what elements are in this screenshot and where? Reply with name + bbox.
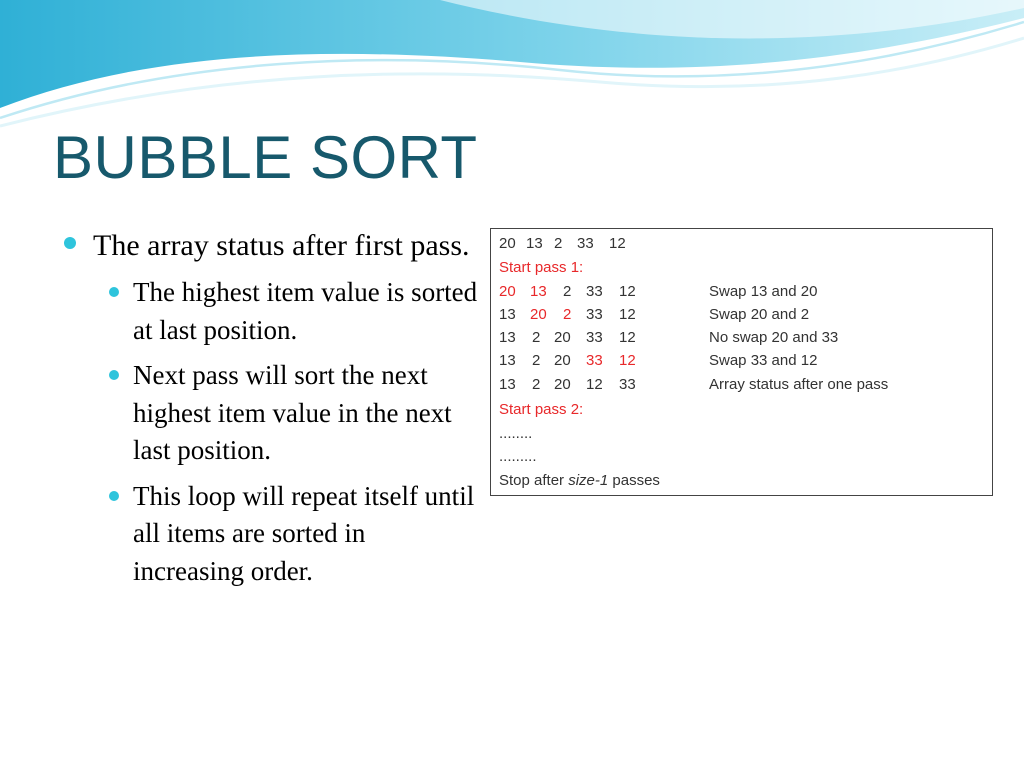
array-value: 2 <box>563 283 572 300</box>
ellipsis-line: ........ <box>499 425 533 442</box>
step-note: Swap 20 and 2 <box>709 306 810 323</box>
array-value: 13 <box>499 376 516 393</box>
array-value: 13 <box>499 329 516 346</box>
array-value: 33 <box>586 329 603 346</box>
array-value: 20 <box>554 329 571 346</box>
sub-bullet-dot-icon <box>109 370 119 380</box>
sub-bullet-list <box>60 274 480 590</box>
trace-row <box>499 281 818 303</box>
ellipsis-line: ......... <box>499 448 537 465</box>
array-value: 2 <box>532 329 541 346</box>
array-value: 2 <box>532 376 541 393</box>
array-value: 12 <box>586 376 603 393</box>
sub-bullet-text: The highest item value is sorted at last position. <box>133 277 478 345</box>
array-value: 12 <box>609 235 626 252</box>
sub-bullet-text: Next pass will sort the next highest item value in the next last position. <box>133 360 452 465</box>
step-note: Array status after one pass <box>709 376 889 393</box>
array-value: 12 <box>619 352 636 369</box>
bullet-list <box>60 226 480 598</box>
array-value: 2 <box>532 352 541 369</box>
array-value: 20 <box>554 352 571 369</box>
array-value: 33 <box>586 283 603 300</box>
array-value: 20 <box>530 306 547 323</box>
sub-bullet-item <box>101 357 480 470</box>
stop-suffix: passes <box>608 472 660 489</box>
array-value: 12 <box>619 329 636 346</box>
array-value: 2 <box>563 306 572 323</box>
bullet-item <box>60 226 480 266</box>
array-value: 20 <box>499 235 516 252</box>
array-value: 13 <box>499 352 516 369</box>
array-value: 33 <box>586 352 603 369</box>
header-wave-decoration <box>0 0 1024 130</box>
step-note: No swap 20 and 33 <box>709 329 839 346</box>
trace-row <box>499 374 889 396</box>
array-value: 20 <box>499 283 516 300</box>
bullet-text: The array status after first pass. <box>93 229 470 262</box>
array-value: 20 <box>554 376 571 393</box>
trace-row <box>499 350 818 372</box>
step-note: Swap 13 and 20 <box>709 283 818 300</box>
array-value: 13 <box>530 283 547 300</box>
initial-array-row <box>499 233 626 255</box>
stop-condition-line <box>499 470 660 492</box>
sub-bullet-text: This loop will repeat itself until all items are sorted in increasing order. <box>133 480 475 586</box>
trace-row <box>499 304 810 326</box>
array-value: 12 <box>619 283 636 300</box>
pass-2-label: Start pass 2: <box>499 401 584 418</box>
sub-bullet-dot-icon <box>109 287 119 297</box>
bullet-dot-icon <box>64 237 76 249</box>
array-value: 33 <box>619 376 636 393</box>
array-value: 33 <box>577 235 594 252</box>
trace-row <box>499 327 839 349</box>
pass-1-label: Start pass 1: <box>499 259 584 276</box>
sub-bullet-item <box>101 478 480 591</box>
array-value: 13 <box>499 306 516 323</box>
stop-prefix: Stop after <box>499 472 569 489</box>
array-value: 33 <box>586 306 603 323</box>
bubble-sort-trace-box <box>490 228 993 496</box>
sub-bullet-dot-icon <box>109 491 119 501</box>
step-note: Swap 33 and 12 <box>709 352 818 369</box>
sub-bullet-item <box>101 274 480 349</box>
slide-title: BUBBLE SORT <box>53 124 478 191</box>
stop-italic-term: size-1 <box>568 472 609 489</box>
array-value: 12 <box>619 306 636 323</box>
array-value: 2 <box>554 235 563 252</box>
array-value: 13 <box>526 235 543 252</box>
